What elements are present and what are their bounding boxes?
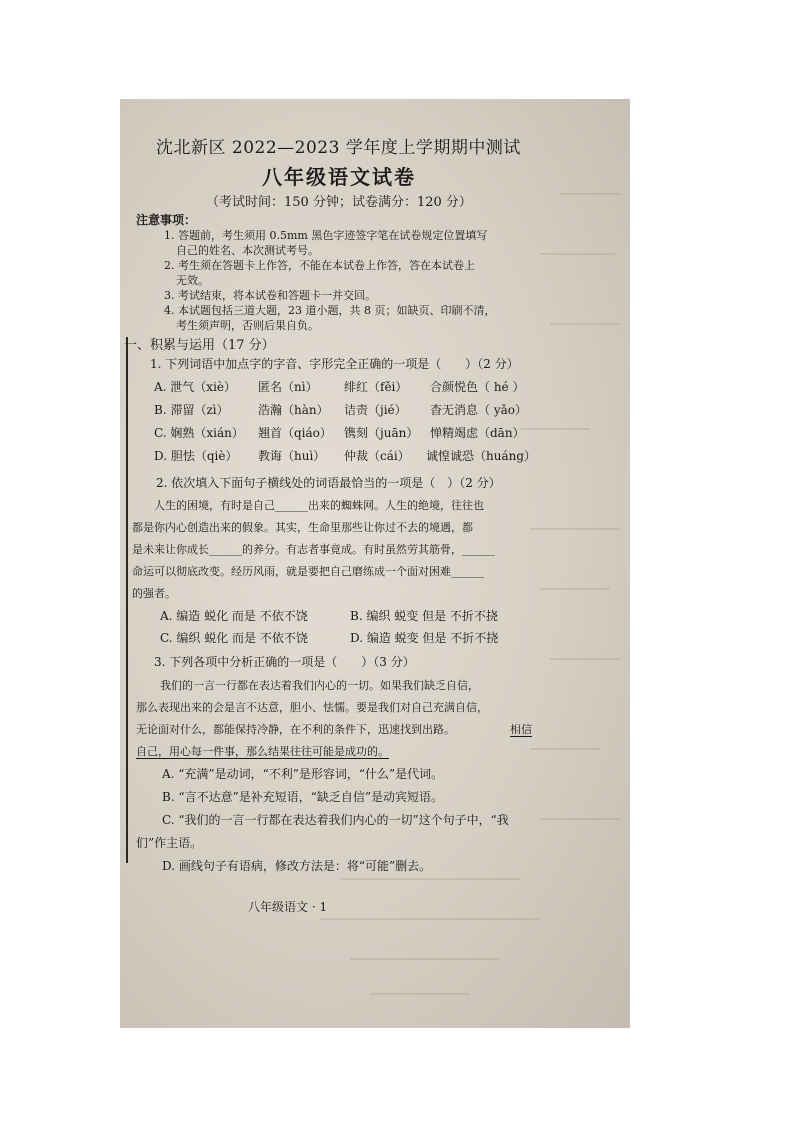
q1-option-d-word: 教诲（huì） xyxy=(258,449,326,463)
q1-option-b-word: 诘责（jié） xyxy=(344,403,407,417)
question-3-stem: 3. 下列各项中分析正确的一项是（ ）（3 分） xyxy=(154,655,415,669)
q2-option: D. 编造 蜕变 但是 不折不挠 xyxy=(350,631,499,645)
notice-item: 自己的姓名、本次测试考号。 xyxy=(176,244,319,257)
q3-underlined-sentence: 自己，用心每一件事，那么结果往往可能是成功的。 xyxy=(136,745,389,758)
q1-option-a-word: 合颜悦色（ hé ） xyxy=(430,380,525,394)
notice-item: 考生须声明，否则后果自负。 xyxy=(176,319,319,332)
q1-option-a-word: 匿名（nì） xyxy=(258,380,318,394)
question-2-stem: 2. 依次填入下面句子横线处的词语最恰当的一项是（ ）（2 分） xyxy=(156,476,501,490)
q1-option-c-word: 惮精竭虑（dān） xyxy=(430,426,525,440)
margin-binding-line xyxy=(126,337,128,863)
q3-option-c: C. “我们的一言一行都在表达着我们内心的一切”这个句子中，“我 xyxy=(162,813,509,827)
q2-passage-line: 都是你内心创造出来的假象。其实，生命里那些让你过不去的境遇，都 xyxy=(132,521,473,534)
exam-subtitle: 八年级语文试卷 xyxy=(262,165,416,189)
q2-option: C. 编织 蜕化 而是 不依不饶 xyxy=(160,631,308,645)
q2-option: B. 编织 蜕变 但是 不折不挠 xyxy=(350,609,498,623)
exam-time-info: （考试时间：150 分钟；试卷满分：120 分） xyxy=(206,195,472,210)
q1-option-b-word: B. 滞留（zì） xyxy=(154,403,229,417)
q1-option-a-word: 绯红（fěi） xyxy=(344,380,408,394)
page-footer: 八年级语文 · 1 xyxy=(248,900,328,914)
q2-passage-line: 是未来让你成长______的养分。有志者事竟成。有时虽然劳其筋骨，______ xyxy=(132,543,495,556)
question-1-stem: 1. 下列词语中加点字的字音、字形完全正确的一项是（ ）（2 分） xyxy=(150,357,519,371)
q1-option-d-word: 诚惶诚恐（huáng） xyxy=(426,449,537,463)
q3-passage-line: 我们的一言一行都在表达着我们内心的一切。如果我们缺乏自信， xyxy=(160,679,479,692)
exam-paper-photo xyxy=(120,99,630,1028)
notice-item: 2. 考生须在答题卡上作答，不能在本试卷上作答，答在本试卷上 xyxy=(164,259,475,272)
notice-item: 无效。 xyxy=(176,274,209,287)
notice-heading: 注意事项： xyxy=(136,213,197,227)
q3-option-c-continued: 们”作主语。 xyxy=(136,836,203,850)
q3-option-b: B. “言不达意”是补充短语，“缺乏自信”是动宾短语。 xyxy=(162,790,443,804)
q1-option-c-word: 翘首（qiáo） xyxy=(258,426,332,440)
q3-option-a: A. “充满”是动词，“不利”是形容词，“什么”是代词。 xyxy=(162,767,444,781)
notice-item: 3. 考试结束，将本试卷和答题卡一并交回。 xyxy=(164,289,376,302)
q2-option: A. 编造 蜕化 而是 不依不饶 xyxy=(160,609,308,623)
q2-passage-line: 人生的困境，有时是自己______出来的蜘蛛网。人生的绝境，往往也 xyxy=(154,499,484,512)
notice-item: 4. 本试题包括三道大题，23 道小题，共 8 页；如缺页、印刷不清， xyxy=(164,304,496,317)
q3-passage-line: 那么表现出来的会是言不达意，胆小、怯懦。要是我们对自己充满自信， xyxy=(136,701,488,714)
section-heading: 一、积累与运用（17 分） xyxy=(124,338,275,353)
q3-underlined-sentence-start: 相信 xyxy=(510,723,532,736)
q1-option-c-word: 镌刻（juān） xyxy=(344,426,419,440)
q1-option-c-word: C. 娴熟（xián） xyxy=(154,426,244,440)
q1-option-d-word: 仲裁（cái） xyxy=(344,449,410,463)
q1-option-b-word: 杳无消息（ yǎo） xyxy=(430,403,527,417)
q2-passage-line: 命运可以彻底改变。经历风雨，就是要把自己磨练成一个面对困难______ xyxy=(132,565,484,578)
notice-item: 1. 答题前，考生须用 0.5mm 黑色字迹签字笔在试卷规定位置填写 xyxy=(164,229,488,242)
q1-option-b-word: 浩瀚（hàn） xyxy=(258,403,329,417)
exam-title: 沈北新区 2022—2023 学年度上学期期中测试 xyxy=(156,138,521,158)
q1-option-a-word: A. 泄气（xiè） xyxy=(154,380,237,394)
q1-option-d-word: D. 胆怯（qiè） xyxy=(154,449,238,463)
q3-option-d-visible: D. 画线句子有语病，修改方法是：将“可能”删去。 xyxy=(162,859,432,873)
q3-passage-line: 无论面对什么，都能保持冷静，在不利的条件下，迅速找到出路。 xyxy=(136,723,455,736)
q2-passage-line: 的强者。 xyxy=(132,587,176,600)
